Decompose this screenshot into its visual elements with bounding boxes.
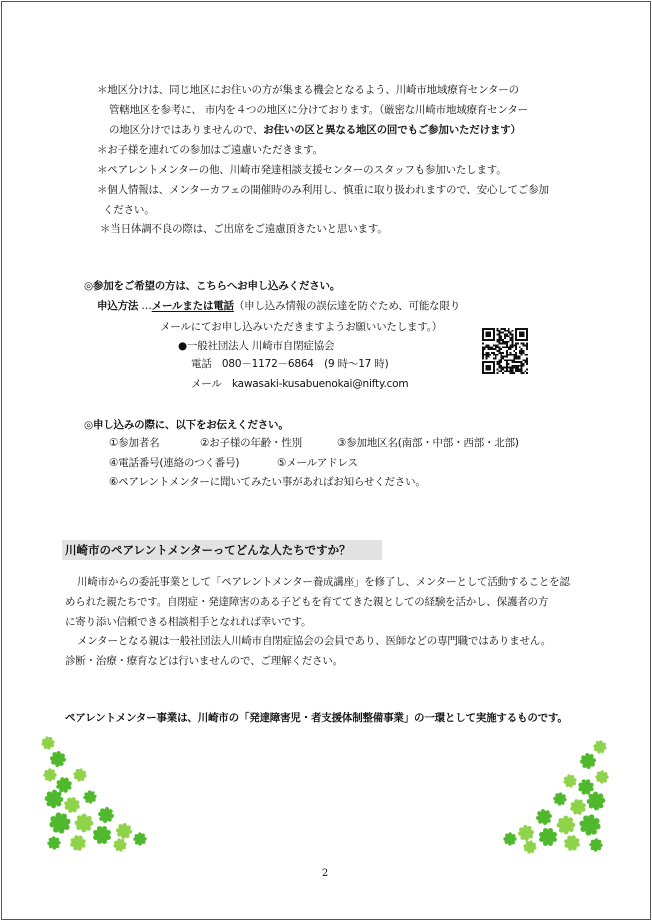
clover-decoration-right <box>492 735 612 855</box>
inform-item-4: ④電話番号(連絡のつく番号) <box>109 457 240 469</box>
page-number: 2 <box>321 868 329 879</box>
footer-statement-a: ペアレントメンター事業は、川崎市の <box>65 712 239 724</box>
inform-item-2: ②お子様の年齢・性別 <box>200 437 302 449</box>
note-3: ＊ペアレントメンターの他、川崎市発達相談支援センターのスタッフも参加いたします。 <box>97 164 507 176</box>
note-2: ＊お子様を連れての参加はご遠慮いただきます。 <box>97 144 323 156</box>
about-p1-line-2: められた親たちです。自閉症・発達障害のある子どもを育ててきた親としての経験を活かし、保護者の方 <box>65 596 549 608</box>
note-1-line-3 <box>109 123 521 137</box>
note-1-line-3-text: の地区分けではありませんので、 <box>109 124 264 136</box>
apply-method-note-line-2: メールにてお申し込みいただきますようお願いいたします。） <box>160 321 443 333</box>
about-p2-line-1: メンターとなる親は一般社団法人川崎市自閉症協会の会員であり、医師などの専門職ではありません。 <box>77 635 552 647</box>
note-1-line-2: 管轄地区を参考に、 市内を４つの地区に分けております。（厳密な川崎市地域療育センター <box>109 104 528 116</box>
note-1-emphasis: お住いの区と異なる地区の回でもご参加いただけます） <box>263 124 521 136</box>
note-4-line-2: ください。 <box>103 204 155 216</box>
apply-method-label: 申込方法 <box>97 300 139 312</box>
inform-item-1: ①参加者名 <box>109 437 160 449</box>
inform-title: ◎申し込みの際に、以下をお伝えください。 <box>84 419 289 431</box>
inform-item-6: ⑥ペアレントメンターに聞いてみたい事があればお知らせください。 <box>109 476 426 488</box>
footer-statement-c: の一環として実施するものです。 <box>414 712 568 724</box>
apply-method-sep: … <box>138 300 152 312</box>
email-address[interactable]: メール kawasaki-kusabuenokai@nifty.com <box>191 378 409 390</box>
clover-decoration-left <box>40 735 160 855</box>
footer-statement-b: 「発達障害児・者支援体制整備事業」 <box>238 712 415 724</box>
apply-method-value: メールまたは電話 <box>151 300 234 312</box>
inform-item-5: ⑤メールアドレス <box>277 457 358 469</box>
apply-title: ◎参加をご希望の方は、こちらへお申し込みください。 <box>84 280 341 292</box>
note-4-line-1: ＊個人情報は、メンターカフェの開催時のみ利用し、慎重に取り扱われますので、安心してご参加 <box>97 184 549 196</box>
apply-method-note: （申し込み情報の誤伝達を防ぐため、可能な限り <box>233 300 461 312</box>
note-5: ＊当日体調不良の際は、ご出席をご遠慮頂きたいと思います。 <box>100 223 388 235</box>
footer-statement <box>65 711 568 725</box>
qr-code <box>482 328 528 374</box>
inform-item-3: ③参加地区名(南部・中部・西部・北部) <box>337 437 519 449</box>
about-p2-line-2: 診断・治療・療育などは行いませんので、ご理解ください。 <box>65 655 343 667</box>
about-p1-line-1: 川崎市からの委託事業として「ペアレントメンター養成講座」を修了し、メンターとして活動することを認 <box>77 576 570 588</box>
about-p1-line-3: に寄り添い信頼できる相談相手となれれば幸いです。 <box>65 616 312 628</box>
apply-method-line <box>97 299 460 313</box>
phone-number: 電話 080－1172－6864 (9 時～17 時) <box>191 358 389 370</box>
section-heading: 川崎市のペアレントメンターってどんな人たちですか？ <box>65 543 351 557</box>
organization-name: ●一般社団法人 川崎市自閉症協会 <box>178 340 335 352</box>
note-1-line-1: ＊地区分けは、同じ地区にお住いの方が集まる機会となるよう、川崎市地域療育センターの <box>97 84 519 96</box>
